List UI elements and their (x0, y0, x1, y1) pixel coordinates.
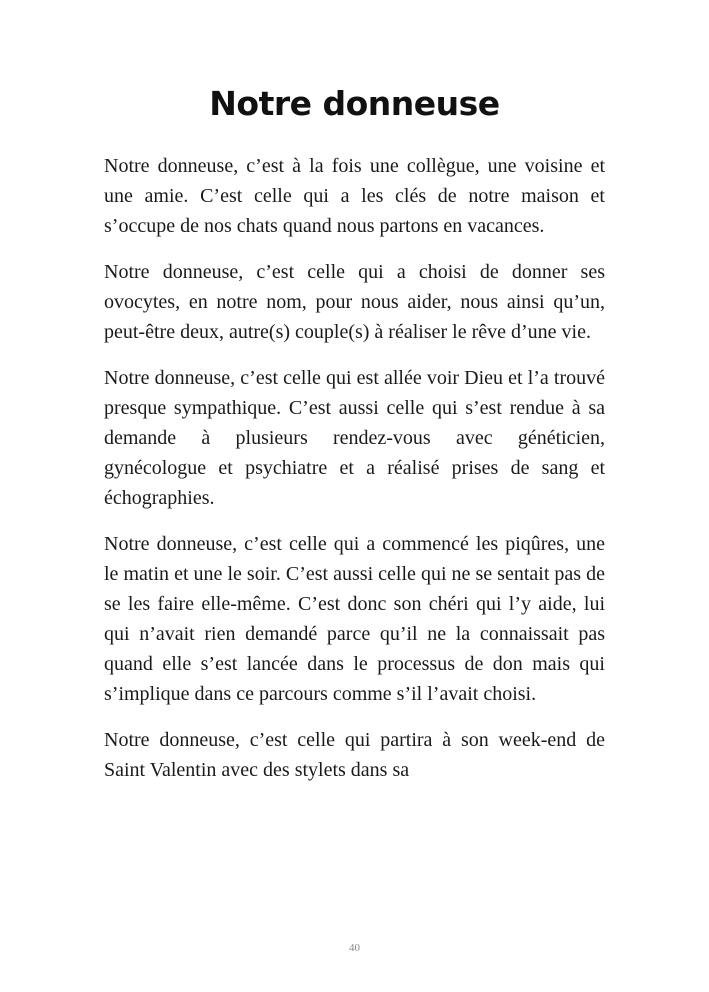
paragraph-1: Notre donneuse, c’est à la fois une collègue, une voisine et une amie. C’est celle qui a les clés de notre maison et s’occupe de nos chats quand nous partons en vacances. (104, 155, 605, 237)
page-number: 40 (349, 942, 360, 954)
chapter-title: Notre donneuse (209, 84, 500, 123)
paragraph-4: Notre donneuse, c’est celle qui a commencé les piqûres, une le matin et une le soir. C’est aussi celle qui ne se sentait pas de se les faire elle-même. C’est donc son chéri qui l’y aide, lui qui n’avait rien demandé parce qu’il ne la connaissait pas quand elle s’est lancée dans le processus de don mais qui s’implique dans ce parcours comme s’il l’avait choisi. (104, 533, 605, 705)
paragraph-3: Notre donneuse, c’est celle qui est allée voir Dieu et l’a trouvé presque sympathique. C’est aussi celle qui s’est rendue à sa demande à plusieurs rendez-vous avec généticien, gynécologue et psychiatre et a réalisé prises de sang et échographies. (104, 367, 605, 509)
paragraph-2: Notre donneuse, c’est celle qui a choisi de donner ses ovocytes, en notre nom, pour nous aider, nous ainsi qu’un, peut-être deux, autre(s) couple(s) à réaliser le rêve d’une vie. (104, 261, 605, 343)
paragraph-5: Notre donneuse, c’est celle qui partira à son week-end de Saint Valentin avec des stylets dans sa (104, 729, 605, 781)
body-text (104, 151, 605, 801)
